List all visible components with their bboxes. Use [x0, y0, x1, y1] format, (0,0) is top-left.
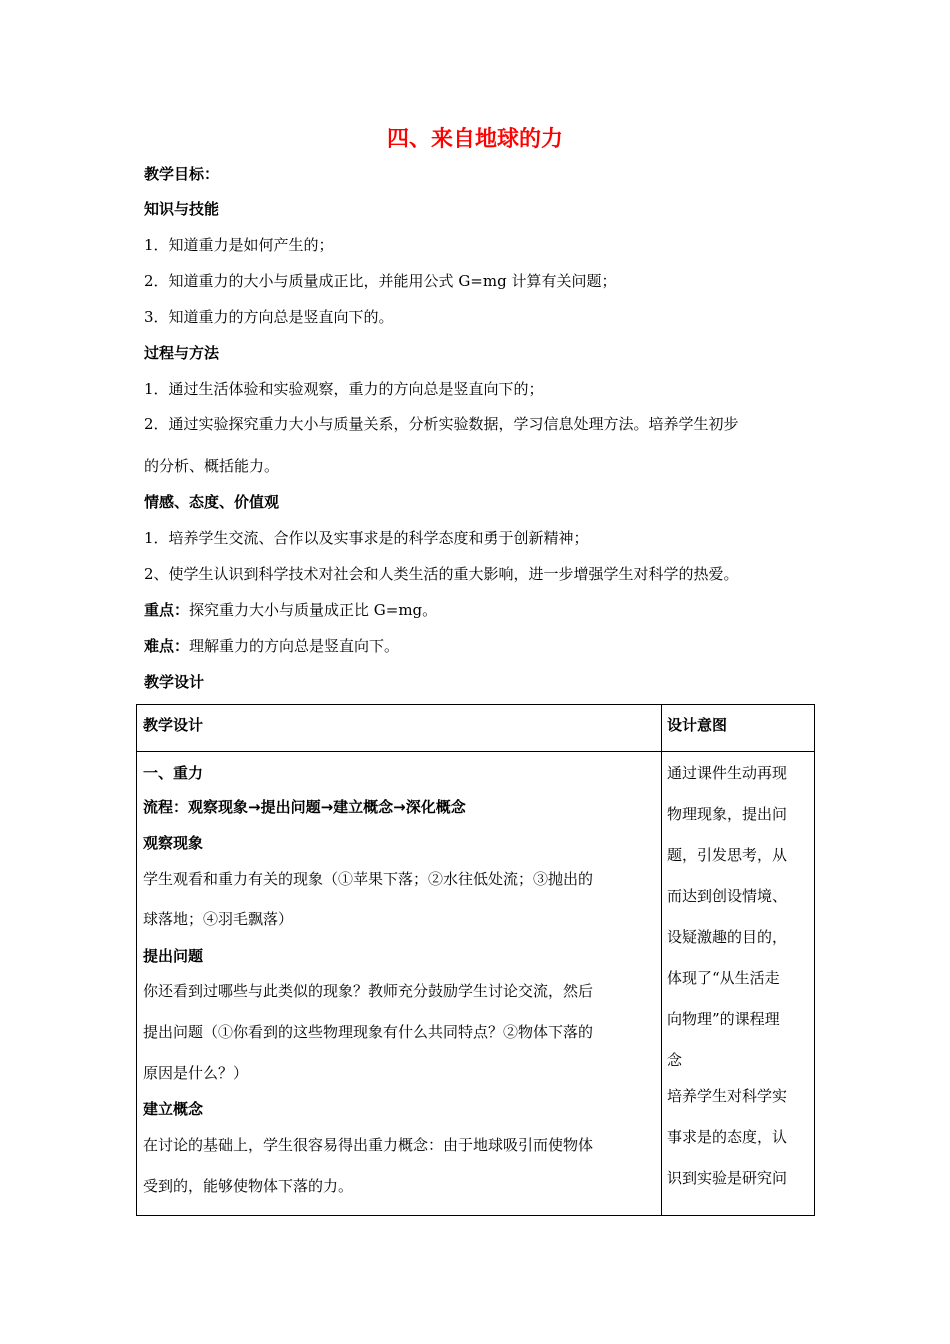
process-heading: 过程与方法 — [144, 344, 220, 362]
attitude-item: 2、使学生认识到科学技术对社会和人类生活的重大影响，进一步增强学生对科学的热爱。 — [144, 565, 739, 583]
difficulty — [144, 636, 399, 656]
question-heading: 提出问题 — [143, 947, 204, 965]
key-point-text: 探究重力大小与质量成正比 G=mg。 — [189, 601, 438, 619]
flow-line: 流程：观察现象→提出问题→建立概念→深化概念 — [143, 798, 466, 816]
objectives-heading: 教学目标： — [144, 165, 220, 183]
knowledge-item: 3．知道重力的方向总是竖直向下的。 — [144, 308, 394, 326]
observe-line: 球落地；④羽毛飘落） — [143, 910, 294, 928]
key-point-label: 重点： — [144, 601, 190, 619]
intent-line: 事求是的态度，认 — [667, 1128, 788, 1146]
question-line: 提出问题（①你看到的这些物理现象有什么共同特点？②物体下落的 — [143, 1023, 594, 1041]
intent-line: 念 — [667, 1051, 683, 1069]
process-item: 2．通过实验探究重力大小与质量关系，分析实验数据，学习信息处理方法。培养学生初步 — [144, 415, 739, 433]
attitude-heading: 情感、态度、价值观 — [144, 493, 280, 511]
table-column-divider — [661, 705, 662, 1215]
intent-line: 识到实验是研究问 — [667, 1169, 788, 1187]
process-item: 的分析、概括能力。 — [144, 457, 280, 475]
intent-line: 设疑激趣的目的， — [667, 928, 788, 946]
intent-line: 培养学生对科学实 — [667, 1087, 788, 1105]
question-line: 你还看到过哪些与此类似的现象？教师充分鼓励学生讨论交流，然后 — [143, 982, 594, 1000]
key-point — [144, 600, 437, 620]
design-heading: 教学设计 — [144, 673, 205, 691]
knowledge-item: 1．知道重力是如何产生的； — [144, 236, 334, 254]
page-title: 四、来自地球的力 — [386, 127, 563, 152]
design-table — [136, 704, 815, 1216]
section-title: 一、重力 — [143, 764, 204, 782]
observe-heading: 观察现象 — [143, 834, 204, 852]
observe-line: 学生观看和重力有关的现象（①苹果下落；②水往低处流；③抛出的 — [143, 870, 594, 888]
question-line: 原因是什么？） — [143, 1064, 249, 1082]
knowledge-heading: 知识与技能 — [144, 200, 220, 218]
knowledge-item: 2．知道重力的大小与质量成正比，并能用公式 G=mg 计算有关问题； — [144, 272, 617, 290]
table-header-intent: 设计意图 — [667, 716, 728, 734]
intent-line: 体现了“从生活走 — [667, 969, 780, 987]
concept-line: 在讨论的基础上，学生很容易得出重力概念：由于地球吸引而使物体 — [143, 1136, 594, 1154]
concept-heading: 建立概念 — [143, 1100, 204, 1118]
intent-line: 题，引发思考，从 — [667, 846, 788, 864]
intent-line: 物理现象，提出问 — [667, 805, 788, 823]
table-header-divider — [137, 751, 814, 752]
difficulty-text: 理解重力的方向总是竖直向下。 — [189, 637, 400, 655]
concept-line: 受到的，能够使物体下落的力。 — [143, 1177, 354, 1195]
intent-line: 通过课件生动再现 — [667, 764, 788, 782]
process-item: 1．通过生活体验和实验观察，重力的方向总是竖直向下的； — [144, 380, 544, 398]
attitude-item: 1．培养学生交流、合作以及实事求是的科学态度和勇于创新精神； — [144, 529, 589, 547]
table-header-design: 教学设计 — [143, 716, 204, 734]
difficulty-label: 难点： — [144, 637, 190, 655]
intent-line: 而达到创设情境、 — [667, 887, 788, 905]
intent-line: 向物理”的课程理 — [667, 1010, 780, 1028]
